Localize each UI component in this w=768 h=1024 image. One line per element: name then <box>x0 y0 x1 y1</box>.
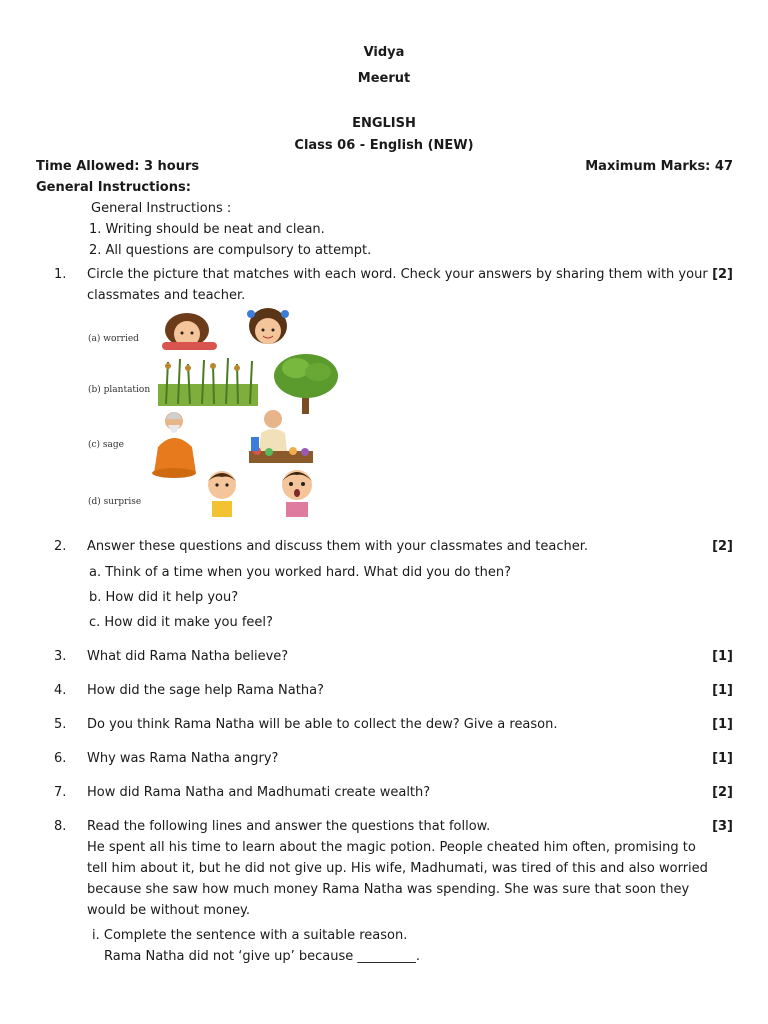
question-number: 5. <box>54 717 67 732</box>
question-marks: [2] <box>712 539 733 554</box>
fill-in-blank-line: Rama Natha did not ‘give up’ because _________. <box>104 949 420 964</box>
picture-label-worried: (a) worried <box>88 334 139 344</box>
question-marks: [2] <box>712 785 733 800</box>
question-text-line: classmates and teacher. <box>87 288 246 303</box>
happy-girl-picture <box>243 306 293 352</box>
sage-picture <box>152 407 202 479</box>
sub-question: b. How did it help you? <box>89 590 239 605</box>
sub-question: c. How did it make you feel? <box>89 615 273 630</box>
question-number: 4. <box>54 683 67 698</box>
question-marks: [1] <box>712 717 733 732</box>
question-number: 7. <box>54 785 67 800</box>
picture-label-surprise: (d) surprise <box>88 497 142 507</box>
passage-line: would be without money. <box>87 903 251 918</box>
question-number: 8. <box>54 819 67 834</box>
question-3-text: What did Rama Natha believe? <box>87 649 289 664</box>
question-marks: [1] <box>712 649 733 664</box>
question-7-text: How did Rama Natha and Madhumati create wealth? <box>87 785 431 800</box>
passage-line: because she saw how much money Rama Natha was spending. She was sure that soon they <box>87 882 690 897</box>
question-5-text: Do you think Rama Natha will be able to collect the dew? Give a reason. <box>87 717 558 732</box>
class-title: Class 06 - English (NEW) <box>294 138 474 153</box>
question-1-text <box>87 264 708 306</box>
picture-label-plantation: (b) plantation <box>88 385 151 395</box>
picture-label-sage: (c) sage <box>88 440 124 450</box>
instructions-title: General Instructions : <box>91 201 232 216</box>
question-6-text: Why was Rama Natha angry? <box>87 751 279 766</box>
sub-question: a. Think of a time when you worked hard. What did you do then? <box>89 565 512 580</box>
subject-title: ENGLISH <box>352 116 416 131</box>
question-4-text: How did the sage help Rama Natha? <box>87 683 324 698</box>
surprised-boy-picture <box>276 467 318 519</box>
question-number: 1. <box>54 267 67 282</box>
school-name: Vidya <box>363 45 405 60</box>
question-marks: [2] <box>712 267 733 282</box>
passage-line: He spent all his time to learn about the magic potion. People cheated him often, promising to <box>87 840 696 855</box>
instruction-item: 2. All questions are compulsory to attempt. <box>89 243 372 258</box>
time-allowed: Time Allowed: 3 hours <box>36 159 200 174</box>
question-number: 6. <box>54 751 67 766</box>
question-number: 3. <box>54 649 67 664</box>
passage-line: tell him about it, but he did not give up. His wife, Madhumati, was tired of this and also worried <box>87 861 708 876</box>
question-text-line: Read the following lines and answer the questions that follow. <box>87 819 491 834</box>
question-8-text <box>87 816 708 921</box>
question-number: 2. <box>54 539 67 554</box>
vendor-picture <box>243 407 315 465</box>
instruction-item: 1. Writing should be neat and clean. <box>89 222 325 237</box>
question-text-line: Circle the picture that matches with each word. Check your answers by sharing them with your <box>87 267 708 282</box>
question-marks: [3] <box>712 819 733 834</box>
question-2-text: Answer these questions and discuss them with your classmates and teacher. <box>87 539 589 554</box>
city-name: Meerut <box>357 71 411 86</box>
max-marks: Maximum Marks: 47 <box>585 159 733 174</box>
sub-question-i: i. Complete the sentence with a suitable reason. <box>92 928 408 943</box>
question-marks: [1] <box>712 683 733 698</box>
plantation-picture <box>158 354 258 409</box>
general-instructions-heading: General Instructions: <box>36 180 191 195</box>
question-marks: [1] <box>712 751 733 766</box>
worried-girl-picture <box>152 310 232 352</box>
boy-picture <box>203 467 241 519</box>
